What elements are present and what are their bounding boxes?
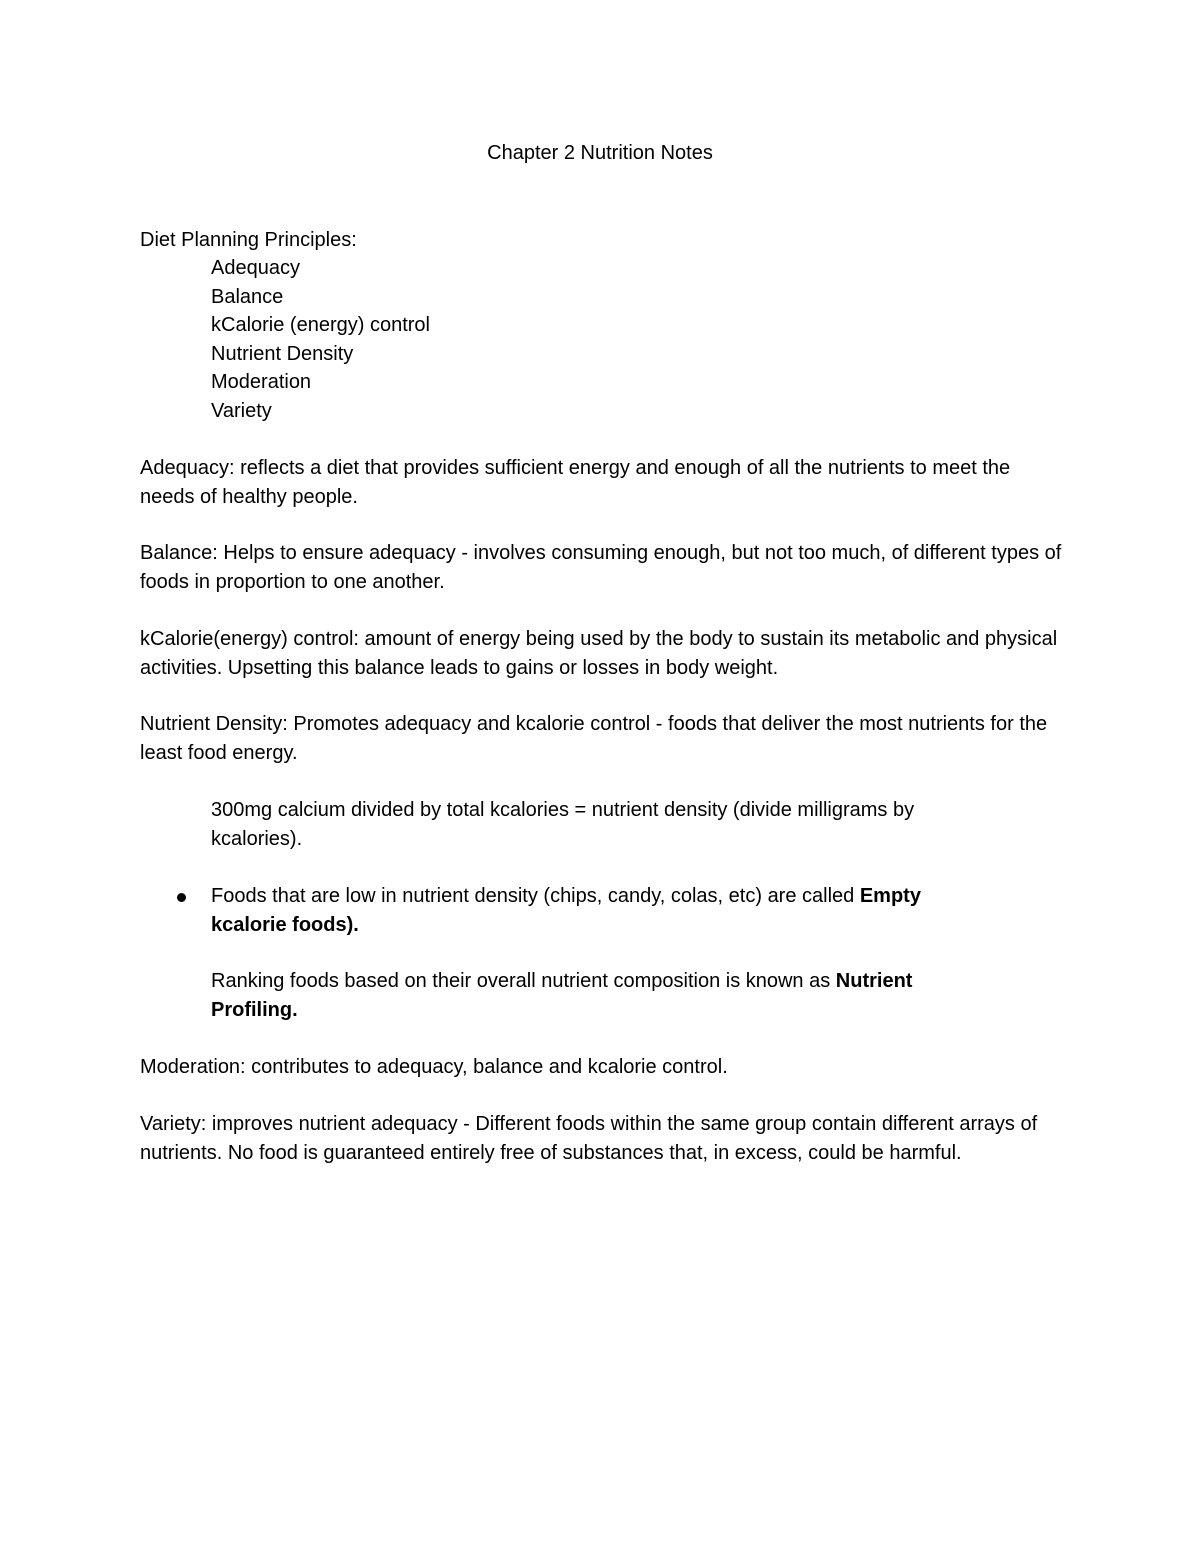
principles-list (211, 254, 430, 425)
nutrient-profiling-paragraph (211, 967, 991, 1024)
list-item: Balance (211, 285, 284, 308)
empty-kcalorie-paragraph (211, 882, 991, 939)
balance-paragraph: Balance: Helps to ensure adequacy - involves consuming enough, but not too much, of different types of foods in proportion to one another. (140, 542, 1062, 593)
adequacy-paragraph: Adequacy: reflects a diet that provides sufficient energy and enough of all the nutrients to meet the needs of healthy people. (140, 457, 1011, 508)
list-item: Nutrient Density (211, 342, 354, 365)
variety-paragraph: Variety: improves nutrient adequacy - Different foods within the same group contain different arrays of nutrients. No food is guaranteed entirely free of substances that, in excess, could be harmful. (140, 1113, 1038, 1164)
calcium-formula-paragraph: 300mg calcium divided by total kcalories = nutrient density (divide milligrams by kcalories). (211, 799, 915, 850)
empty-kcalorie-term: Empty kcalorie foods). (211, 885, 921, 936)
nutrient-profiling-term: Nutrient Profiling. (211, 970, 913, 1021)
empty-kcalorie-text: Foods that are low in nutrient density (chips, candy, colas, etc) are called (211, 885, 860, 907)
list-item: kCalorie (energy) control (211, 314, 430, 336)
list-item: Variety (211, 399, 272, 422)
bullet-icon (177, 893, 186, 902)
nutrient-profiling-text: Ranking foods based on their overall nutrient composition is known as (211, 970, 836, 992)
moderation-paragraph: Moderation: contributes to adequacy, balance and kcalorie control. (140, 1056, 728, 1078)
page-title: Chapter 2 Nutrition Notes (487, 142, 713, 164)
nutrient-density-paragraph: Nutrient Density: Promotes adequacy and kcalorie control - foods that deliver the most nutrients for the least food energy. (140, 713, 1048, 764)
principles-heading: Diet Planning Principles: (140, 229, 357, 251)
list-item: Moderation (211, 371, 312, 393)
list-item: Adequacy (211, 257, 300, 279)
kcalorie-control-paragraph: kCalorie(energy) control: amount of energy being used by the body to sustain its metabolic and physical activities. Upsetting this balance leads to gains or losses in body weight. (140, 628, 1058, 679)
